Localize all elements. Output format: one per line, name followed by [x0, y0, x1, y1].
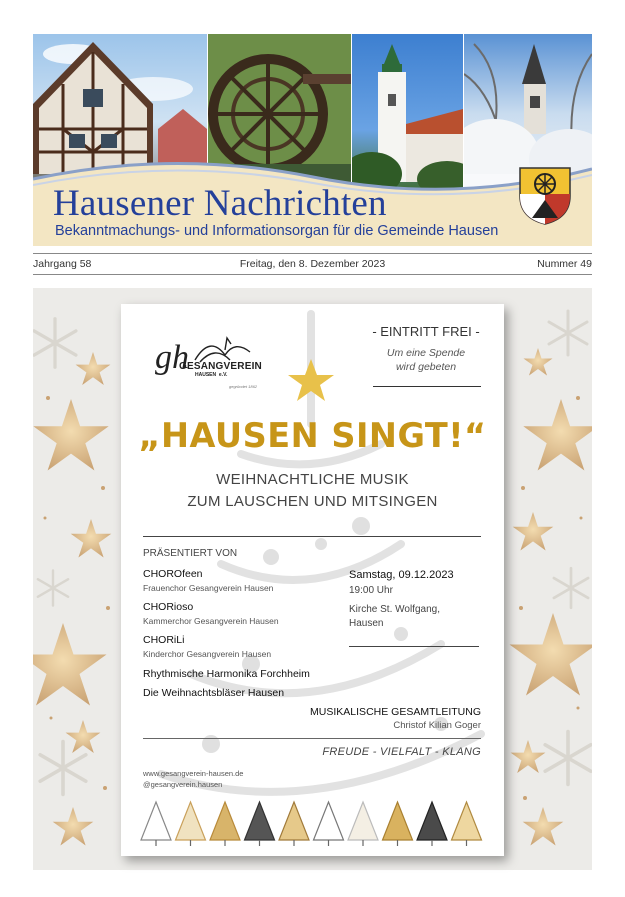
christmas-tree-icon	[314, 802, 344, 840]
donation-note-line2: wird gebeten	[395, 361, 457, 373]
choir-logo-text: GESANGVEREIN	[179, 361, 262, 372]
choir-logo-town	[195, 372, 227, 383]
group-name: Die Weihnachtsbläser Hausen	[143, 687, 285, 699]
christmas-tree-icon	[348, 802, 378, 840]
presents-label: PRÄSENTIERT VON	[143, 548, 238, 559]
event-date: Samstag, 09.12.2023	[349, 569, 454, 581]
group-name: CHORiLi	[143, 634, 185, 646]
christmas-tree-icon	[176, 802, 206, 840]
event-venue	[349, 603, 440, 631]
christmas-tree-icon	[452, 802, 482, 840]
group-description: Kinderchor Gesangverein Hausen	[143, 649, 272, 659]
issue-info-line	[33, 253, 592, 275]
event-time: 19:00 Uhr	[349, 585, 393, 596]
director-name: Christof Kilian Goger	[393, 720, 481, 731]
group-name: CHOROfeen	[143, 568, 203, 580]
issue-number: Nummer 49	[537, 258, 592, 270]
event-tagline-line1: WEIHNACHTLICHE MUSIK	[216, 471, 409, 488]
coat-of-arms-icon	[518, 166, 572, 226]
event-tagline-line2: ZUM LAUSCHEN UND MITSINGEN	[187, 493, 438, 510]
concert-poster	[121, 304, 504, 856]
choir-logo-town-name: HAUSEN	[195, 372, 217, 378]
christmas-tree-icon	[141, 802, 171, 840]
svg-text:gh: gh	[155, 339, 189, 376]
event-venue-line1: Kirche St. Wolfgang,	[349, 604, 440, 615]
divider	[143, 738, 481, 739]
event-venue-line2: Hausen	[349, 618, 384, 629]
instagram-handle[interactable]: @gesangverein.hausen	[143, 780, 223, 789]
donation-note	[361, 346, 491, 374]
publication-subtitle: Bekanntmachungs- und Informationsorgan für die Gemeinde Hausen	[55, 223, 499, 239]
christmas-tree-icon	[279, 802, 309, 840]
christmas-tree-icon	[383, 802, 413, 840]
group-description: Frauenchor Gesangverein Hausen	[143, 583, 274, 593]
event-tagline	[121, 469, 504, 513]
choir-logo-suffix: e.V.	[218, 372, 228, 378]
event-title: „HAUSEN SINGT!“	[138, 416, 487, 455]
group-name: Rhythmische Harmonika Forchheim	[143, 668, 310, 680]
publication-title: Hausener Nachrichten	[53, 183, 387, 224]
director-label: MUSIKALISCHE GESAMTLEITUNG	[310, 706, 481, 718]
christmas-tree-icon	[417, 802, 447, 840]
group-name: CHORioso	[143, 601, 194, 613]
volume-label: Jahrgang 58	[33, 258, 92, 270]
issue-date: Freitag, den 8. Dezember 2023	[239, 258, 386, 270]
divider	[349, 646, 479, 647]
motto: FREUDE - VIELFALT - KLANG	[322, 746, 481, 758]
entry-free-headline: - EINTRITT FREI -	[372, 324, 480, 339]
choir-logo-tagline: gegründet 1862	[229, 384, 258, 389]
christmas-tree-icon	[245, 802, 275, 840]
christmas-tree-row	[139, 800, 486, 848]
divider	[373, 386, 481, 387]
donation-note-line1: Um eine Spende	[386, 347, 466, 359]
christmas-tree-icon	[210, 802, 240, 840]
divider	[143, 536, 481, 537]
website-link[interactable]: www.gesangverein-hausen.de	[143, 769, 244, 778]
group-description: Kammerchor Gesangverein Hausen	[143, 616, 279, 626]
masthead	[33, 34, 592, 246]
